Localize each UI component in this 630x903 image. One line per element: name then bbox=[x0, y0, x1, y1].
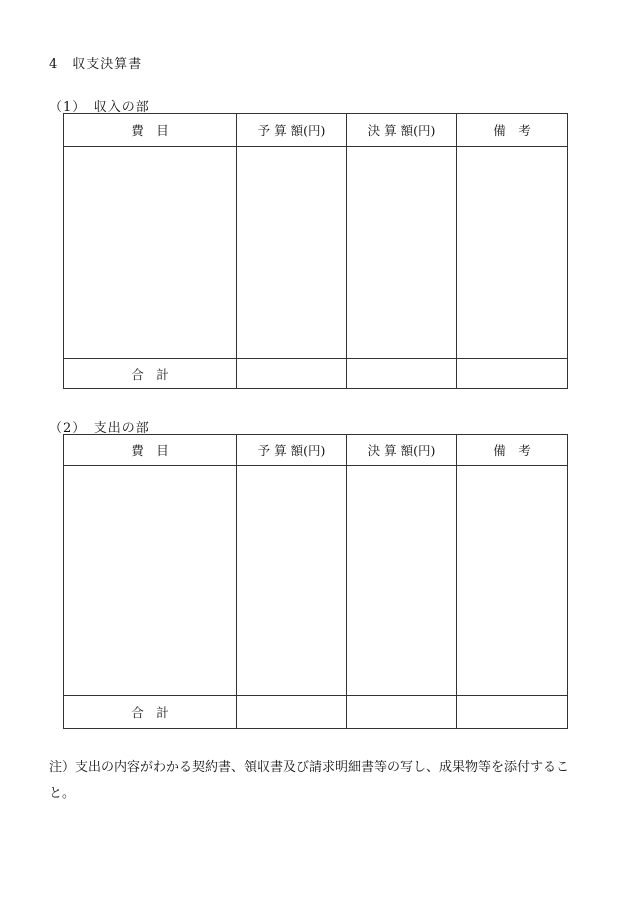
expense-budget-cell[interactable] bbox=[237, 466, 347, 696]
income-budget-cell[interactable] bbox=[237, 147, 347, 359]
expense-header-settlement: 決 算 額(円) bbox=[347, 435, 457, 466]
expense-settlement-cell[interactable] bbox=[347, 466, 457, 696]
expense-remarks-cell[interactable] bbox=[457, 466, 568, 696]
income-body-row bbox=[64, 147, 568, 359]
income-header-remarks: 備 考 bbox=[457, 114, 568, 147]
attachment-note: 注）支出の内容がわかる契約書、領収書及び請求明細書等の写し、成果物等を添付すること。 bbox=[49, 760, 570, 801]
expense-header-budget: 予 算 額(円) bbox=[237, 435, 347, 466]
expense-total-settlement-cell[interactable] bbox=[347, 696, 457, 729]
expense-header-item: 費 目 bbox=[64, 435, 237, 466]
income-header-row bbox=[64, 114, 568, 147]
income-total-remarks-cell[interactable] bbox=[457, 359, 568, 389]
income-total-budget-cell[interactable] bbox=[237, 359, 347, 389]
expense-header-remarks: 備 考 bbox=[457, 435, 568, 466]
income-header-settlement: 決 算 額(円) bbox=[347, 114, 457, 147]
expense-total-label: 合 計 bbox=[64, 696, 237, 729]
income-total-settlement-cell[interactable] bbox=[347, 359, 457, 389]
income-total-label: 合 計 bbox=[64, 359, 237, 389]
expense-body-row bbox=[64, 466, 568, 696]
income-table bbox=[63, 113, 568, 389]
income-header-budget: 予 算 額(円) bbox=[237, 114, 347, 147]
expense-header-row bbox=[64, 435, 568, 466]
section-title: 4 収支決算書 bbox=[49, 57, 143, 72]
expense-section-title: （2） 支出の部 bbox=[49, 421, 150, 436]
income-settlement-cell[interactable] bbox=[347, 147, 457, 359]
income-section-title: （1） 収入の部 bbox=[49, 100, 150, 115]
income-header-item: 費 目 bbox=[64, 114, 237, 147]
expense-total-row bbox=[64, 696, 568, 729]
income-total-row bbox=[64, 359, 568, 389]
income-item-cell[interactable] bbox=[64, 147, 237, 359]
expense-total-remarks-cell[interactable] bbox=[457, 696, 568, 729]
income-remarks-cell[interactable] bbox=[457, 147, 568, 359]
expense-table bbox=[63, 434, 568, 729]
expense-total-budget-cell[interactable] bbox=[237, 696, 347, 729]
expense-item-cell[interactable] bbox=[64, 466, 237, 696]
